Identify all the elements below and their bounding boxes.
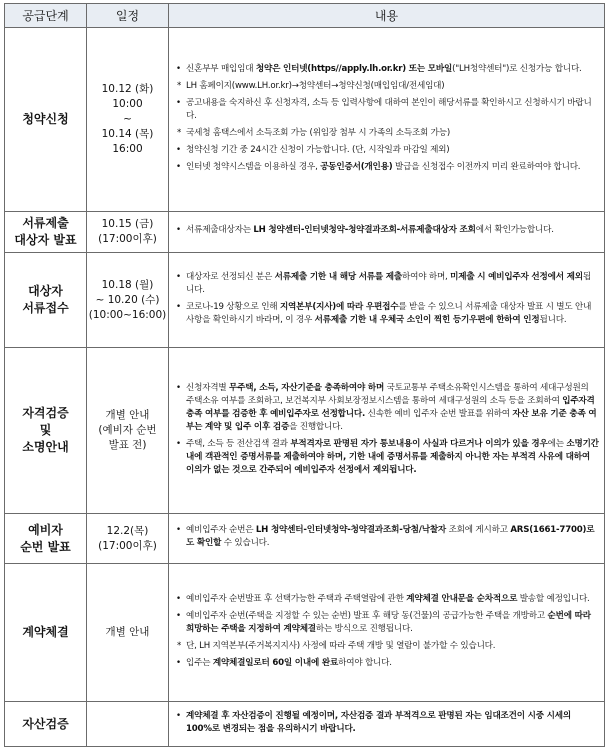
schedule-line: ~ — [123, 113, 132, 125]
text: ("LH청약센터")로 신청가능 합니다. — [452, 63, 582, 74]
text: 국세청 홈택스에서 소득조회 가능 (위임장 첨부 시 가족의 소득조회 가능) — [186, 127, 451, 138]
table-row — [5, 253, 605, 348]
bullet-item — [175, 382, 599, 434]
stage-cell: 서류제출 대상자 발표 — [5, 212, 87, 253]
content-cell — [169, 28, 605, 212]
text: 신속한 예비 입주자 순번 발표를 위하여 — [365, 408, 513, 419]
bullet-item — [175, 301, 599, 327]
bold-text: 공동인증서(개인용) — [320, 161, 393, 172]
note-item — [175, 640, 599, 653]
text: 신혼부부 매입임대 — [186, 63, 256, 74]
schedule-line: 발표 전) — [108, 439, 147, 451]
stage-cell: 계약체결 — [5, 564, 87, 702]
bold-text: 자산 보유 기준 충족 여부는 계약 및 입주 이후 검증 — [186, 408, 597, 432]
schedule-line: 10.15 (금) — [101, 218, 154, 230]
text: 청약신청 기간 중 24시간 신청이 가능합니다. (단, 시작일과 마감일 제외) — [186, 144, 450, 155]
schedule-line: 개별 안내 — [105, 409, 150, 421]
text: 예비입주자 순번발표 후 선택가능한 주택과 주택열람에 관한 — [186, 593, 407, 604]
text: 단, LH 지역본부(주거복지지사) 사정에 따라 주택 개방 및 열람이 불가할 수 있습니다. — [186, 640, 496, 651]
text: 대상자로 선정되신 분은 — [186, 271, 275, 282]
bullet-item — [175, 271, 599, 297]
header-row — [5, 4, 605, 28]
asterisk-icon: * — [177, 640, 182, 651]
bold-text: 무주택, 소득, 자산기준을 충족하여야 하며 — [229, 382, 385, 393]
text: 를 받을 수 있으니 서류제출 대상자 발표 시 별도 안내사항을 확인하시기 바라며, 이 경우 — [186, 301, 592, 325]
bold-text: 서류제출 기한 내 우체국 소인이 찍힌 등기우편에 한하여 인정 — [314, 314, 540, 325]
bullet-item — [175, 161, 599, 174]
text: 을 진행합니다. — [289, 421, 343, 432]
text: 주택, 소득 등 전산검색 결과 — [186, 438, 291, 449]
schedule-line: 10.14 (목) — [101, 128, 154, 140]
stage-cell: 자산검증 — [5, 702, 87, 747]
header-schedule: 일정 — [87, 4, 169, 28]
schedule-line: (예비자 순번 — [98, 424, 157, 436]
table-row — [5, 564, 605, 702]
content-cell — [169, 514, 605, 564]
schedule-line: (17:00이후) — [98, 539, 157, 552]
bold-text: 지역본부(지사)에 따라 우편접수 — [279, 301, 399, 312]
table-row — [5, 212, 605, 253]
stage-cell: 자격검증 및 소명안내 — [5, 348, 87, 514]
note-item — [175, 80, 599, 93]
text: 조회에 게시하고 — [446, 525, 511, 535]
schedule-cell — [87, 564, 169, 702]
bullet-item — [175, 224, 599, 237]
bold-text: ARS(1661-7700)로도 확인할 — [186, 525, 595, 548]
bullet-item — [175, 438, 599, 477]
bullet-item — [175, 593, 599, 606]
schedule-line: 10:00 — [112, 98, 143, 110]
bold-text: 미제출 시 예비입주자 선정에서 제외 — [450, 271, 583, 282]
text: 에서 확인가능합니다. — [475, 225, 554, 235]
text: 코로나-19 상황으로 인해 — [186, 301, 280, 312]
schedule-line: ~ 10.20 (수) — [95, 293, 160, 306]
schedule-cell — [87, 514, 169, 564]
schedule-line: 개별 안내 — [105, 626, 150, 638]
bold-text: 순번에 따라 희망하는 주택을 지정하여 계약체결 — [186, 610, 591, 634]
text: 에는 — [547, 438, 567, 449]
schedule-line: 12.2(목) — [106, 524, 149, 537]
table-row — [5, 28, 605, 212]
content-cell — [169, 702, 605, 747]
bullet-item — [175, 97, 599, 123]
supply-schedule-table — [4, 3, 605, 747]
schedule-cell — [87, 212, 169, 253]
text: 신청자격별 — [186, 382, 230, 393]
bullet-item — [175, 144, 599, 157]
table-row — [5, 348, 605, 514]
content-cell — [169, 212, 605, 253]
text: 하여야 하며, — [402, 271, 451, 282]
text: 발송할 예정입니다. — [517, 593, 590, 604]
bold-text: LH 청약센터-인터넷청약-청약결과조회-서류제출대상자 조회 — [253, 225, 476, 235]
header-content: 내용 — [169, 4, 605, 28]
content-cell — [169, 564, 605, 702]
text: 국토교통부 주택소유확인시스템을 통하여 세대구성원의 주택소유 여부를 조회하고, 보건복지부 사회보장정보시스템을 통하여 세대구성원의 소득 등을 조회하여 — [186, 382, 589, 406]
text: 하는 방식으로 진행됩니다. — [315, 623, 413, 634]
bold-text: LH 청약센터-인터넷청약-청약결과조회-당첨/낙찰자 — [255, 525, 447, 535]
bold-text: 계약체결일로터 60일 이내에 완료 — [212, 657, 339, 668]
text: 예비입주자 순번(주택을 지정할 수 있는 순번) 발표 후 해당 동(건물)의 공급가능한 주택을 개방하고 — [186, 610, 548, 621]
asterisk-icon: * — [177, 80, 182, 91]
stage-cell: 청약신청 — [5, 28, 87, 212]
schedule-line: 10.18 (월) — [101, 278, 154, 291]
text: 됩니다. — [539, 314, 567, 325]
note-item — [175, 127, 599, 140]
asterisk-icon: * — [177, 127, 182, 138]
bullet-item — [175, 524, 599, 550]
schedule-cell — [87, 702, 169, 747]
bold-text: 입주자격 충족 여부를 검증한 후 예비입주자로 선정합니다. — [186, 395, 595, 419]
schedule-cell — [87, 253, 169, 348]
text: 예비입주자 순번은 — [186, 525, 256, 535]
header-stage: 공급단계 — [5, 4, 87, 28]
schedule-cell — [87, 28, 169, 212]
bold-text: 서류제출 기한 내 해당 서류를 제출 — [274, 271, 403, 282]
text: 입주는 — [186, 657, 213, 668]
text: LH 홈페이지(www.LH.or.kr)→청약센터→청약신청(매입임대/전세임대) — [186, 80, 445, 91]
table-row — [5, 702, 605, 747]
bold-text: 계약체결 안내문을 순차적으로 — [406, 593, 518, 604]
bold-text: 부적격자로 판명된 자가 통보내용이 사실과 다르거나 이의가 있을 경우 — [290, 438, 548, 449]
stage-cell: 대상자 서류접수 — [5, 253, 87, 348]
bold-text: 청약은 인터넷(https//apply.lh.or.kr) 또는 모바일 — [255, 63, 453, 74]
bullet-item — [175, 710, 599, 736]
bullet-item — [175, 610, 599, 636]
text: 발급을 신청접수 이전까지 미리 완료하여야 합니다. — [392, 161, 581, 172]
schedule-line: 16:00 — [112, 143, 143, 155]
schedule-line: (17:00이후) — [98, 233, 157, 245]
text: 공고내용을 숙지하신 후 신청자격, 소득 등 입력사항에 대하여 본인이 해당서류를 확인하시고 신청하시기 바랍니다. — [186, 97, 592, 121]
text: 하여야 합니다. — [338, 657, 392, 668]
bullet-item — [175, 657, 599, 670]
schedule-line: (10:00~16:00) — [88, 308, 167, 321]
content-cell — [169, 253, 605, 348]
text: 서류제출대상자는 — [186, 225, 254, 235]
schedule-line: 10.12 (화) — [101, 83, 154, 95]
schedule-cell — [87, 348, 169, 514]
bold-text: 계약체결 후 자산검증이 진행될 예정이며, 자산검증 결과 부적격으로 판명된 자는 임대조건이 시중 시세의 100%로 변경되는 점을 유의하시기 바랍니다. — [186, 710, 571, 734]
bullet-item — [175, 63, 599, 76]
content-cell — [169, 348, 605, 514]
text: 수 있습니다. — [221, 538, 270, 548]
bold-text: 소명기간 내에 객관적인 증명서류를 제출하여야 하며, 기한 내에 증명서류를 제출하지 아니한 자는 부적격 사유에 대하여 이의가 없는 것으로 간주되어 예비입주자 선정에서 제외됩니다. — [186, 438, 599, 475]
table-row — [5, 514, 605, 564]
text: 됩니다. — [186, 271, 591, 295]
text: 인터넷 청약시스템을 이용하실 경우, — [186, 161, 321, 172]
stage-cell: 예비자 순번 발표 — [5, 514, 87, 564]
